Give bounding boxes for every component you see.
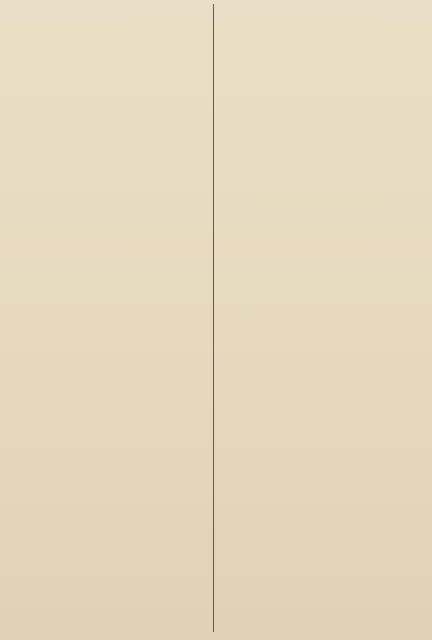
- left-column: [9, 4, 213, 632]
- text-columns: [9, 4, 424, 632]
- right-column: [213, 4, 417, 632]
